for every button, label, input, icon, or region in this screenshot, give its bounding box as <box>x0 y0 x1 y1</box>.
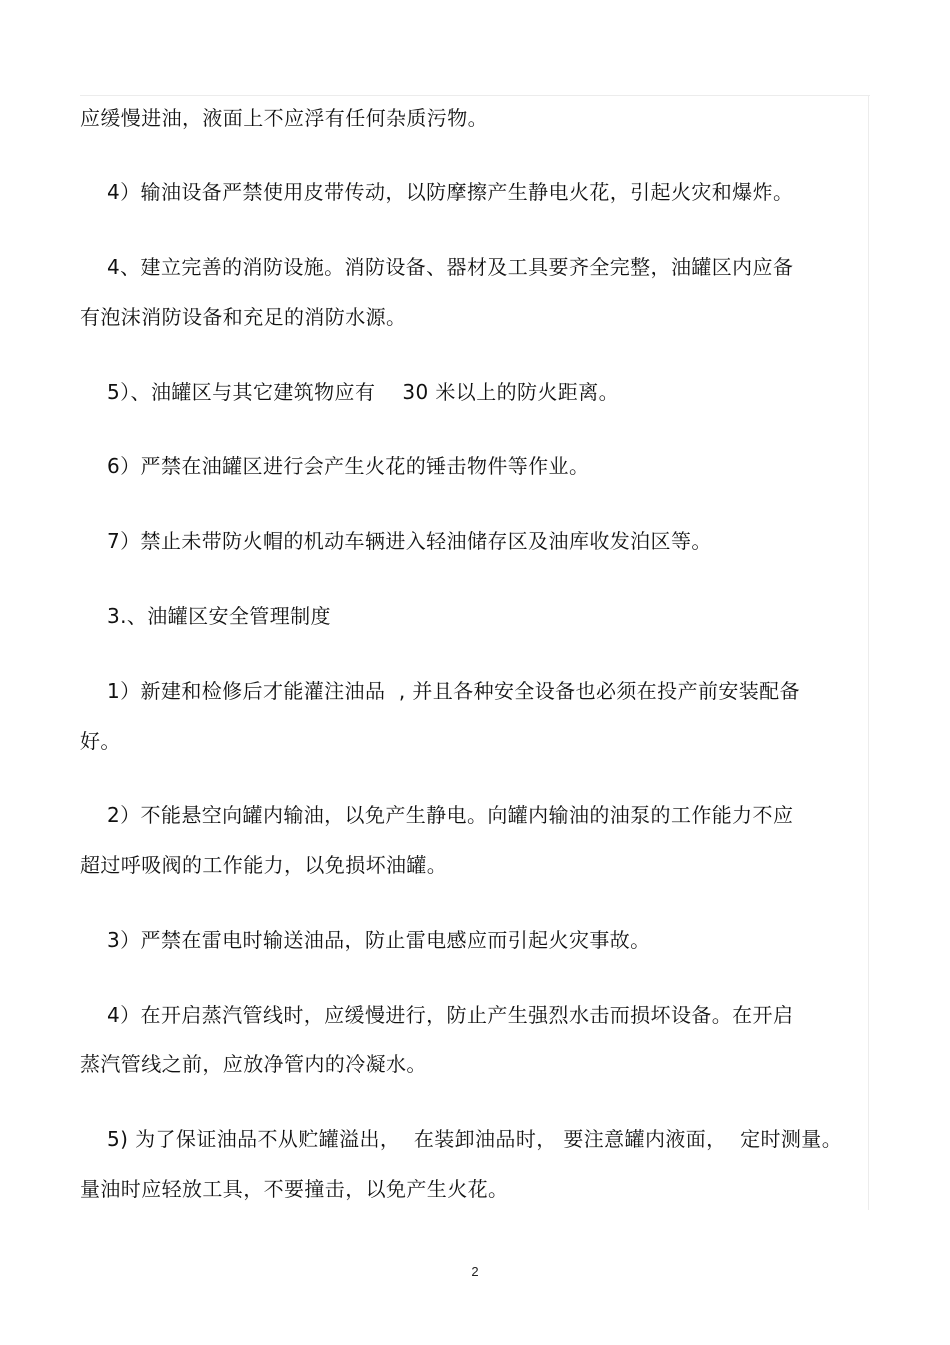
text-line: 1）新建和检修后才能灌注油品 , 并且各种安全设备也必须在投产前安装配备 <box>80 679 800 703</box>
page-border-right <box>868 95 869 1210</box>
text-line: 5) 为了保证油品不从贮罐溢出， 在装卸油品时， 要注意罐内液面， 定时测量。 <box>80 1127 843 1151</box>
text-line: 2）不能悬空向罐内输油，以免产生静电。向罐内输油的油泵的工作能力不应 <box>80 803 794 827</box>
text-line: 4）在开启蒸汽管线时，应缓慢进行，防止产生强烈水击而损坏设备。在开启 <box>80 1003 794 1027</box>
text-line: 量油时应轻放工具，不要撞击，以免产生火花。 <box>80 1177 509 1201</box>
page-number: 2 <box>471 1264 479 1279</box>
text-line: 3）严禁在雷电时输送油品，防止雷电感应而引起火灾事故。 <box>80 928 651 952</box>
text-line: 蒸汽管线之前，应放净管内的冷凝水。 <box>80 1052 427 1076</box>
page-border-top <box>80 95 870 96</box>
text-line: 7）禁止未带防火帽的机动车辆进入轻油储存区及油库收发泊区等。 <box>80 529 712 553</box>
text-line: 好。 <box>80 729 121 753</box>
text-line: 4、建立完善的消防设施。消防设备、器材及工具要齐全完整，油罐区内应备 <box>80 255 794 279</box>
section-heading: 3.、油罐区安全管理制度 <box>80 604 331 628</box>
text-line: 4）输油设备严禁使用皮带传动，以防摩擦产生静电火花，引起火灾和爆炸。 <box>80 180 794 204</box>
text-line: 应缓慢进油，液面上不应浮有任何杂质污物。 <box>80 106 488 130</box>
text-line: 超过呼吸阀的工作能力，以免损坏油罐。 <box>80 853 448 877</box>
text-line: 5）、油罐区与其它建筑物应有 30 米以上的防火距离。 <box>80 380 619 404</box>
text-line: 有泡沫消防设备和充足的消防水源。 <box>80 305 407 329</box>
text-line: 6）严禁在油罐区进行会产生火花的锤击物件等作业。 <box>80 454 590 478</box>
